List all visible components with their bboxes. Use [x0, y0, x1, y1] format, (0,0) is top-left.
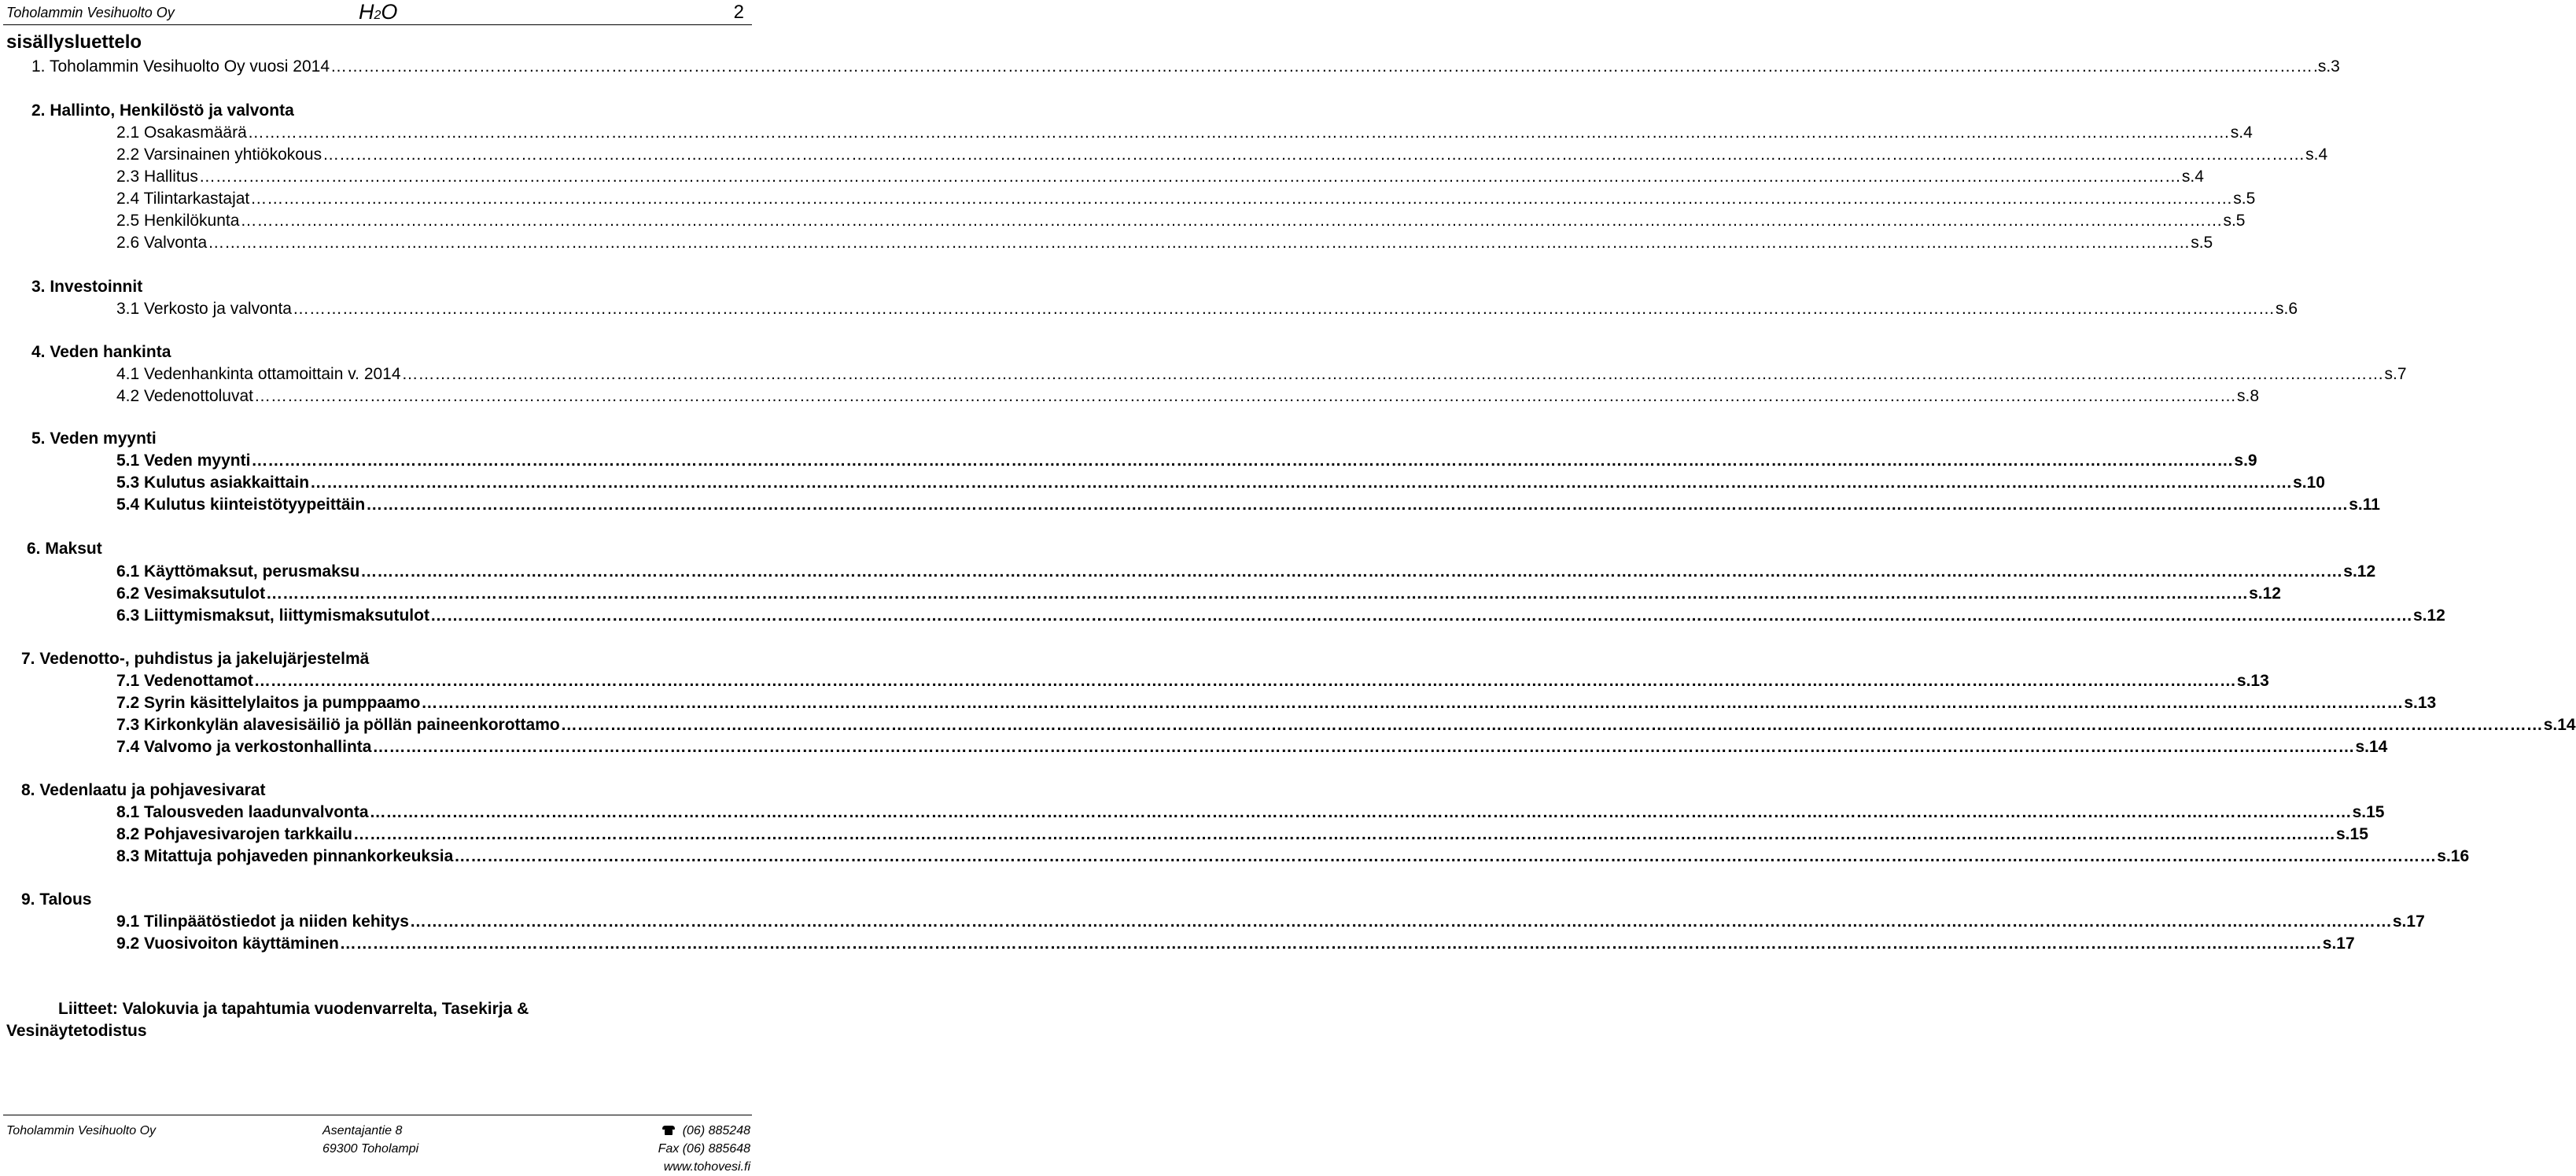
toc-section-8: 8. Vedenlaatu ja pohjavesivarat — [21, 781, 266, 799]
dot-leader: ……………………………………………………………………………………………………………………………………………………………………………………………………………………………………………………………………………………………………………………………… — [454, 847, 2437, 865]
toc-title: sisällysluettelo — [6, 31, 142, 53]
toc-entry-page: s.4 — [2230, 123, 2253, 142]
toc-entry-label: 6.1 Käyttömaksut, perusmaksu — [116, 562, 360, 581]
toc-entry-label: 7.2 Syrin käsittelylaitos ja pumppaamo — [116, 694, 421, 712]
toc-entry-2-4[interactable] — [116, 189, 2256, 209]
toc-entry-label: 2.5 Henkilökunta — [116, 212, 240, 230]
toc-entry-9-2[interactable] — [116, 934, 2355, 954]
toc-section-2: 2. Hallinto, Henkilöstö ja valvonta — [31, 101, 294, 120]
toc-entry-page: s.5 — [2233, 190, 2256, 208]
toc-entry-page: s.14 — [2543, 716, 2576, 734]
toc-entry-8-1[interactable] — [116, 802, 2385, 823]
toc-entry-label: 2.3 Hallitus — [116, 168, 198, 186]
toc-entry-7-1[interactable] — [116, 671, 2269, 691]
dot-leader: ……………………………………………………………………………………………………………………………………………………………………………………………………………………………………………………………………………………………………………………………… — [251, 452, 2234, 470]
footer-address — [322, 1122, 418, 1158]
toc-entry-4-1[interactable] — [116, 364, 2407, 385]
toc-entry-label: 6.3 Liittymismaksut, liittymismaksutulot — [116, 606, 429, 625]
telephone-icon — [662, 1126, 675, 1135]
toc-entry-label: 6.2 Vesimaksutulot — [116, 584, 266, 603]
dot-leader: ……………………………………………………………………………………………………………………………………………………………………………………………………………………………………………………………………………………………………………………………… — [353, 825, 2335, 843]
toc-entry-label: 4.2 Vedenottoluvat — [116, 387, 253, 405]
toc-entry-label: 9.1 Tilinpäätöstiedot ja niiden kehitys — [116, 912, 409, 931]
toc-entry-5-3[interactable] — [116, 473, 2325, 493]
dot-leader: ……………………………………………………………………………………………………………………………………………………………………………………………………………………………………………………………………………………………………………………………… — [198, 168, 2181, 186]
footer-contact — [658, 1122, 750, 1176]
toc-entry-page: s.7 — [2384, 365, 2407, 383]
dot-leader: ……………………………………………………………………………………………………………………………………………………………………………………………………………………………………………………………………………………………………………………………… — [250, 190, 2233, 208]
toc-section-7: 7. Vedenotto-, puhdistus ja jakelujärjestelmä — [21, 650, 370, 668]
dot-leader: ……………………………………………………………………………………………………………………………………………………………………………………………………………………………………………………………………………………………………………………………… — [409, 912, 2392, 931]
toc-entry-2-5[interactable] — [116, 211, 2246, 231]
logo-h: H — [359, 0, 374, 24]
toc-entry-page: s.12 — [2343, 562, 2376, 581]
toc-entry-page: s.17 — [2392, 912, 2425, 931]
footer-postal: 69300 Toholampi — [322, 1142, 419, 1156]
toc-entry-label: 5.4 Kulutus kiinteistötyypeittäin — [116, 496, 366, 514]
logo-2: 2 — [374, 9, 381, 22]
attachments-note: Liitteet: Valokuvia ja tapahtumia vuodenvarrelta, Tasekirja & Vesinäytetodistus — [6, 1000, 529, 1040]
toc-entry-label: 5.3 Kulutus asiakkaittain — [116, 474, 310, 492]
footer-street: Asentajantie 8 — [322, 1124, 403, 1137]
header-divider — [3, 24, 752, 25]
toc-entry-label: 8.1 Talousveden laadunvalvonta — [116, 803, 369, 821]
toc-entry-label: 1. Toholammin Vesihuolto Oy vuosi 2014 — [31, 57, 330, 76]
toc-entry-label: 5.1 Veden myynti — [116, 452, 251, 470]
toc-section-5: 5. Veden myynti — [31, 429, 157, 448]
footer-company: Toholammin Vesihuolto Oy — [6, 1124, 157, 1137]
dot-leader: ……………………………………………………………………………………………………………………………………………………………………………………………………………………………………………………………………………………………………………………………… — [401, 365, 2384, 383]
toc-entry-7-3[interactable] — [116, 715, 2576, 735]
toc-entry-page: s.15 — [2336, 825, 2368, 843]
toc-entry-label: 3.1 Verkosto ja valvonta — [116, 300, 292, 318]
toc-entry-3-1[interactable] — [116, 299, 2298, 319]
toc-entry-2-2[interactable] — [116, 145, 2328, 165]
toc-entry-label: 2.4 Tilintarkastajat — [116, 190, 250, 208]
dot-leader: ……………………………………………………………………………………………………………………………………………………………………………………………………………………………………………………………………………………………………………………………… — [429, 606, 2412, 625]
toc-entry-page: s.13 — [2404, 694, 2437, 712]
dot-leader: ……………………………………………………………………………………………………………………………………………………………………………………………………………………………………………………………………………………………………………………………… — [322, 146, 2305, 164]
logo-o: O — [381, 0, 398, 24]
toc-entry-page: s.6 — [2275, 300, 2298, 318]
dot-leader: ……………………………………………………………………………………………………………………………………………………………………………………………………………………………………………………………………………………………………………………………… — [366, 496, 2349, 514]
dot-leader: ……………………………………………………………………………………………………………………………………………………………………………………………………………………………………………………………………………………………………………………………… — [292, 300, 2275, 318]
dot-leader: ……………………………………………………………………………………………………………………………………………………………………………………………………………………………………………………………………………………………………………………………… — [421, 694, 2404, 712]
toc-entry-label: 8.3 Mitattuja pohjaveden pinnankorkeuksia — [116, 847, 454, 865]
toc-entry-page: s.16 — [2437, 847, 2470, 865]
toc-entry-2-6[interactable] — [116, 233, 2213, 253]
h2o-logo — [359, 0, 397, 24]
toc-entry-page: s.8 — [2236, 387, 2259, 405]
dot-leader: ……………………………………………………………………………………………………………………………………………………………………………………………………………………………………………………………………………………………………………………………… — [560, 716, 2543, 734]
toc-entry-label: 2.1 Osakasmäärä — [116, 123, 247, 142]
header-company: Toholammin Vesihuolto Oy — [6, 5, 175, 20]
toc-entry-page: s.12 — [2412, 606, 2445, 625]
toc-entry-page: s.10 — [2293, 474, 2325, 492]
toc-entry-7-4[interactable] — [116, 737, 2388, 758]
toc-entry-label: 2.2 Varsinainen yhtiökokous — [116, 146, 322, 164]
footer-phone: (06) 885248 — [682, 1124, 750, 1137]
toc-entry-label: 8.2 Pohjavesivarojen tarkkailu — [116, 825, 352, 843]
footer-web[interactable]: www.tohovesi.fi — [663, 1160, 750, 1174]
toc-entry-page: .s.3 — [2313, 57, 2340, 76]
toc-section-6: 6. Maksut — [27, 540, 102, 558]
toc-entry-page: s.9 — [2234, 452, 2257, 470]
toc-entry-6-2[interactable] — [116, 584, 2281, 604]
toc-entry-5-1[interactable] — [116, 451, 2257, 471]
toc-entry-6-3[interactable] — [116, 606, 2445, 626]
toc-entry-label: 2.6 Valvonta — [116, 234, 208, 252]
dot-leader: ……………………………………………………………………………………………………………………………………………………………………………………………………………………………………………………………………………………………………………………………… — [253, 672, 2236, 690]
toc-entry-page: s.14 — [2355, 738, 2388, 756]
toc-entry-1[interactable] — [31, 57, 2340, 77]
toc-entry-2-3[interactable] — [116, 167, 2204, 187]
dot-leader: ……………………………………………………………………………………………………………………………………………………………………………………………………………………………………………………………………………………………………………………………… — [372, 738, 2355, 756]
toc-entry-4-2[interactable] — [116, 386, 2259, 407]
dot-leader: ……………………………………………………………………………………………………………………………………………………………………………………………………………………………………………………………………………………………………………………………… — [253, 387, 2236, 405]
dot-leader: ……………………………………………………………………………………………………………………………………………………………………………………………………………………………………………………………………………………………………………………………… — [330, 57, 2313, 76]
dot-leader: ……………………………………………………………………………………………………………………………………………………………………………………………………………………………………………………………………………………………………………………………… — [360, 562, 2343, 581]
dot-leader: ……………………………………………………………………………………………………………………………………………………………………………………………………………………………………………………………………………………………………………………………… — [310, 474, 2293, 492]
toc-entry-label: 4.1 Vedenhankinta ottamoittain v. 2014 — [116, 365, 401, 383]
toc-entry-label: 7.4 Valvomo ja verkostonhallinta — [116, 738, 372, 756]
toc-entry-page: s.4 — [2181, 168, 2204, 186]
dot-leader: ……………………………………………………………………………………………………………………………………………………………………………………………………………………………………………………………………………………………………………………………… — [247, 123, 2230, 142]
toc-entry-page: s.5 — [2191, 234, 2213, 252]
toc-entry-label: 9.2 Vuosivoiton käyttäminen — [116, 935, 339, 953]
toc-entry-8-3[interactable] — [116, 846, 2470, 867]
dot-leader: ……………………………………………………………………………………………………………………………………………………………………………………………………………………………………………………………………………………………………………………………… — [240, 212, 2223, 230]
toc-entry-page: s.12 — [2249, 584, 2281, 603]
dot-leader: ……………………………………………………………………………………………………………………………………………………………………………………………………………………………………………………………………………………………………………………………… — [339, 935, 2322, 953]
toc-entry-6-1[interactable] — [116, 562, 2376, 582]
toc-entry-page: s.17 — [2322, 935, 2355, 953]
toc-entry-page: s.4 — [2305, 146, 2328, 164]
dot-leader: ……………………………………………………………………………………………………………………………………………………………………………………………………………………………………………………………………………………………………………………………… — [369, 803, 2352, 821]
toc-entry-7-2[interactable] — [116, 693, 2437, 713]
footer-phone-line — [658, 1122, 750, 1140]
toc-entry-page: s.15 — [2352, 803, 2385, 821]
toc-entry-label: 7.1 Vedenottamot — [116, 672, 253, 690]
toc-entry-label: 7.3 Kirkonkylän alavesisäiliö ja pöllän paineenkorottamo — [116, 716, 560, 734]
toc-entry-page: s.13 — [2236, 672, 2269, 690]
page-number: 2 — [733, 2, 744, 23]
footer-fax: Fax (06) 885648 — [658, 1142, 750, 1156]
dot-leader: ……………………………………………………………………………………………………………………………………………………………………………………………………………………………………………………………………………………………………………………………… — [266, 584, 2249, 603]
toc-entry-5-4[interactable] — [116, 495, 2380, 515]
toc-section-3: 3. Investoinnit — [31, 278, 143, 296]
toc-entry-9-1[interactable] — [116, 912, 2425, 932]
toc-entry-2-1[interactable] — [116, 123, 2253, 143]
toc-section-9: 9. Talous — [21, 890, 92, 909]
dot-leader: ……………………………………………………………………………………………………………………………………………………………………………………………………………………………………………………………………………………………………………………………… — [208, 234, 2191, 252]
toc-entry-8-2[interactable] — [116, 824, 2368, 845]
toc-section-4: 4. Veden hankinta — [31, 343, 171, 361]
toc-entry-page: s.11 — [2349, 496, 2380, 514]
toc-entry-page: s.5 — [2223, 212, 2246, 230]
